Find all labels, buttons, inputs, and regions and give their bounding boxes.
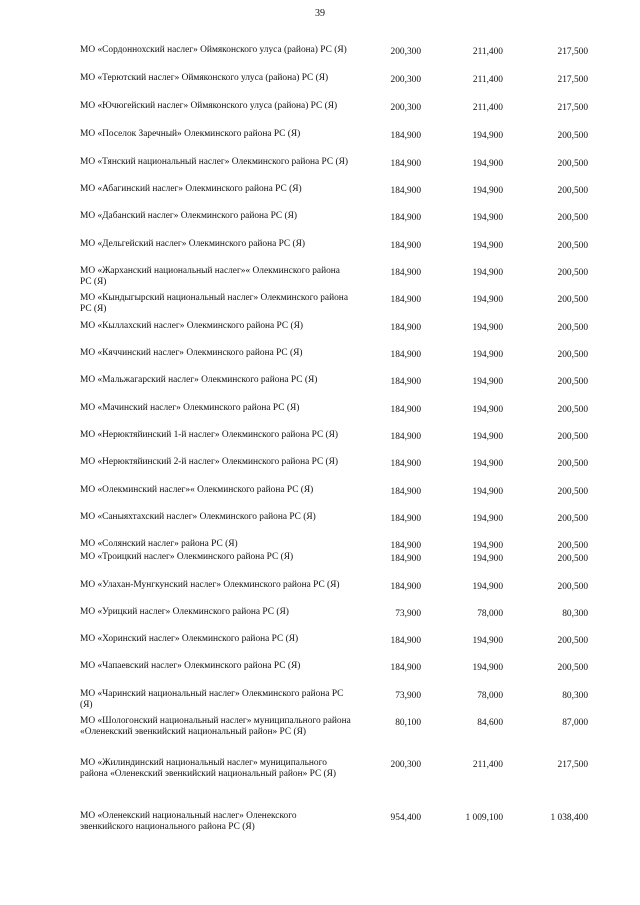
- row-value-2: 211,400: [472, 75, 503, 85]
- row-value-2: 194,900: [472, 663, 503, 673]
- row-value-2: 211,400: [472, 760, 503, 770]
- row-value-1: 184,900: [390, 663, 421, 673]
- row-value-1: 184,900: [390, 487, 421, 497]
- row-value-3: 200,500: [557, 663, 588, 673]
- row-value-1: 200,300: [390, 75, 421, 85]
- row-value-2: 78,000: [477, 609, 503, 619]
- row-value-2: 194,900: [472, 131, 503, 141]
- row-value-1: 184,900: [390, 405, 421, 415]
- row-value-3: 200,500: [557, 459, 588, 469]
- row-value-2: 194,900: [472, 554, 503, 564]
- row-value-2: 211,400: [472, 103, 503, 113]
- row-value-3: 87,000: [562, 718, 588, 728]
- row-value-2: 194,900: [472, 377, 503, 387]
- row-value-1: 184,900: [390, 295, 421, 305]
- row-value-3: 200,500: [557, 213, 588, 223]
- row-value-1: 184,900: [390, 350, 421, 360]
- row-value-1: 184,900: [390, 514, 421, 524]
- row-value-2: 194,900: [472, 636, 503, 646]
- row-name: МО «Нерюктяйинский 1-й наслег» Олекминского района РС (Я): [80, 430, 339, 440]
- row-name: МО «Урицкий наслег» Олекминского района РС (Я): [80, 607, 289, 617]
- row-name: МО «Кындыгырский национальный наслег» Олекминского района РС (Я): [80, 293, 348, 314]
- row-name: МО «Терютский наслег» Оймяконского улуса (района) РС (Я): [80, 73, 329, 83]
- row-value-1: 184,900: [390, 432, 421, 442]
- row-value-3: 217,500: [557, 75, 588, 85]
- row-name: МО «Чаринский национальный наслег» Олекминского района РС (Я): [80, 689, 344, 710]
- row-value-3: 200,500: [557, 636, 588, 646]
- row-name: МО «Кыллахский наслег» Олекминского района РС (Я): [80, 321, 303, 331]
- row-value-1: 184,900: [390, 582, 421, 592]
- row-value-3: 200,500: [557, 323, 588, 333]
- row-value-2: 194,900: [472, 213, 503, 223]
- row-name: МО «Жилиндинский национальный наслег» муниципального района «Оленекский эвенкийский национальный район» РС (Я): [80, 758, 337, 779]
- row-name: МО «Хоринский наслег» Олекминского района РС (Я): [80, 634, 299, 644]
- row-value-2: 194,900: [472, 582, 503, 592]
- row-value-3: 200,500: [557, 377, 588, 387]
- row-value-2: 1 009,100: [465, 813, 503, 823]
- row-value-1: 184,900: [390, 241, 421, 251]
- row-value-1: 73,900: [395, 609, 421, 619]
- row-name: МО «Оленекский национальный наслег» Оленекского эвенкийского национального района РС (Я): [80, 811, 297, 832]
- row-value-3: 80,300: [562, 691, 588, 701]
- row-name: МО «Троицкий наслег» Олекминского района РС (Я): [80, 552, 294, 562]
- row-value-2: 194,900: [472, 241, 503, 251]
- row-value-1: 184,900: [390, 459, 421, 469]
- row-value-1: 200,300: [390, 47, 421, 57]
- row-name: МО «Тянский национальный наслег» Олекминского района РС (Я): [80, 157, 348, 167]
- row-value-2: 194,900: [472, 405, 503, 415]
- row-value-1: 184,900: [390, 323, 421, 333]
- row-value-1: 184,900: [390, 554, 421, 564]
- row-value-2: 194,900: [472, 295, 503, 305]
- row-name: МО «Нерюктяйинский 2-й наслег» Олекминского района РС (Я): [80, 457, 339, 467]
- row-name: МО «Шологонский национальный наслег» муниципального района «Оленекский эвенкийский национальный район» РС (Я): [80, 716, 351, 737]
- row-name: МО «Солянский наслег» района РС (Я): [80, 539, 238, 549]
- row-name: МО «Сордоннохский наслег» Оймяконского улуса (района) РС (Я): [80, 45, 347, 55]
- row-name: МО «Абагинский наслег» Олекминского района РС (Я): [80, 184, 302, 194]
- row-value-3: 200,500: [557, 268, 588, 278]
- row-value-3: 200,500: [557, 514, 588, 524]
- row-value-1: 184,900: [390, 636, 421, 646]
- row-value-1: 200,300: [390, 103, 421, 113]
- row-value-3: 200,500: [557, 432, 588, 442]
- row-value-3: 200,500: [557, 159, 588, 169]
- row-value-3: 217,500: [557, 760, 588, 770]
- row-value-2: 78,000: [477, 691, 503, 701]
- row-value-2: 84,600: [477, 718, 503, 728]
- row-value-2: 194,900: [472, 323, 503, 333]
- row-value-3: 80,300: [562, 609, 588, 619]
- row-value-1: 184,900: [390, 186, 421, 196]
- row-name: МО «Мачинский наслег» Олекминского района РС (Я): [80, 403, 300, 413]
- row-value-1: 184,900: [390, 159, 421, 169]
- row-name: МО «Кяччинский наслег» Олекминского района РС (Я): [80, 348, 303, 358]
- row-value-2: 211,400: [472, 47, 503, 57]
- row-value-1: 184,900: [390, 541, 421, 551]
- row-value-3: 200,500: [557, 554, 588, 564]
- row-value-3: 200,500: [557, 350, 588, 360]
- row-value-1: 184,900: [390, 268, 421, 278]
- row-value-2: 194,900: [472, 350, 503, 360]
- page-number: 39: [315, 8, 325, 19]
- row-value-2: 194,900: [472, 432, 503, 442]
- row-value-1: 80,100: [395, 718, 421, 728]
- row-value-2: 194,900: [472, 541, 503, 551]
- row-name: МО «Мальжагарский наслег» Олекминского района РС (Я): [80, 375, 318, 385]
- row-value-3: 217,500: [557, 47, 588, 57]
- row-name: МО «Олекминский наслег»« Олекминского района РС (Я): [80, 485, 314, 495]
- row-name: МО «Поселок Заречный» Олекминского района РС (Я): [80, 129, 301, 139]
- row-name: МО «Жарханский национальный наслег»« Олекминского района РС (Я): [80, 266, 340, 287]
- row-name: МО «Дельгейский наслег» Олекминского района РС (Я): [80, 239, 306, 249]
- row-value-3: 200,500: [557, 487, 588, 497]
- row-value-3: 200,500: [557, 582, 588, 592]
- row-value-1: 954,400: [390, 813, 421, 823]
- row-value-3: 200,500: [557, 186, 588, 196]
- row-value-3: 200,500: [557, 541, 588, 551]
- row-value-2: 194,900: [472, 186, 503, 196]
- row-value-2: 194,900: [472, 487, 503, 497]
- row-name: МО «Саныяхтахский наслег» Олекминского района РС (Я): [80, 512, 316, 522]
- row-value-1: 184,900: [390, 131, 421, 141]
- row-value-1: 184,900: [390, 213, 421, 223]
- row-value-3: 217,500: [557, 103, 588, 113]
- row-value-3: 200,500: [557, 241, 588, 251]
- row-value-3: 200,500: [557, 295, 588, 305]
- row-value-3: 200,500: [557, 131, 588, 141]
- row-name: МО «Ючюгейский наслег» Оймяконского улуса (района) РС (Я): [80, 101, 338, 111]
- row-value-1: 184,900: [390, 377, 421, 387]
- row-name: МО «Дабанский наслег» Олекминского района РС (Я): [80, 211, 297, 221]
- row-value-2: 194,900: [472, 268, 503, 278]
- row-value-3: 1 038,400: [550, 813, 588, 823]
- row-value-1: 73,900: [395, 691, 421, 701]
- row-value-2: 194,900: [472, 159, 503, 169]
- row-value-2: 194,900: [472, 459, 503, 469]
- row-value-3: 200,500: [557, 405, 588, 415]
- row-value-1: 200,300: [390, 760, 421, 770]
- row-name: МО «Чапаевский наслег» Олекминского района РС (Я): [80, 661, 301, 671]
- row-value-2: 194,900: [472, 514, 503, 524]
- row-name: МО «Улахан-Мунгкунский наслег» Олекминского района РС (Я): [80, 580, 340, 590]
